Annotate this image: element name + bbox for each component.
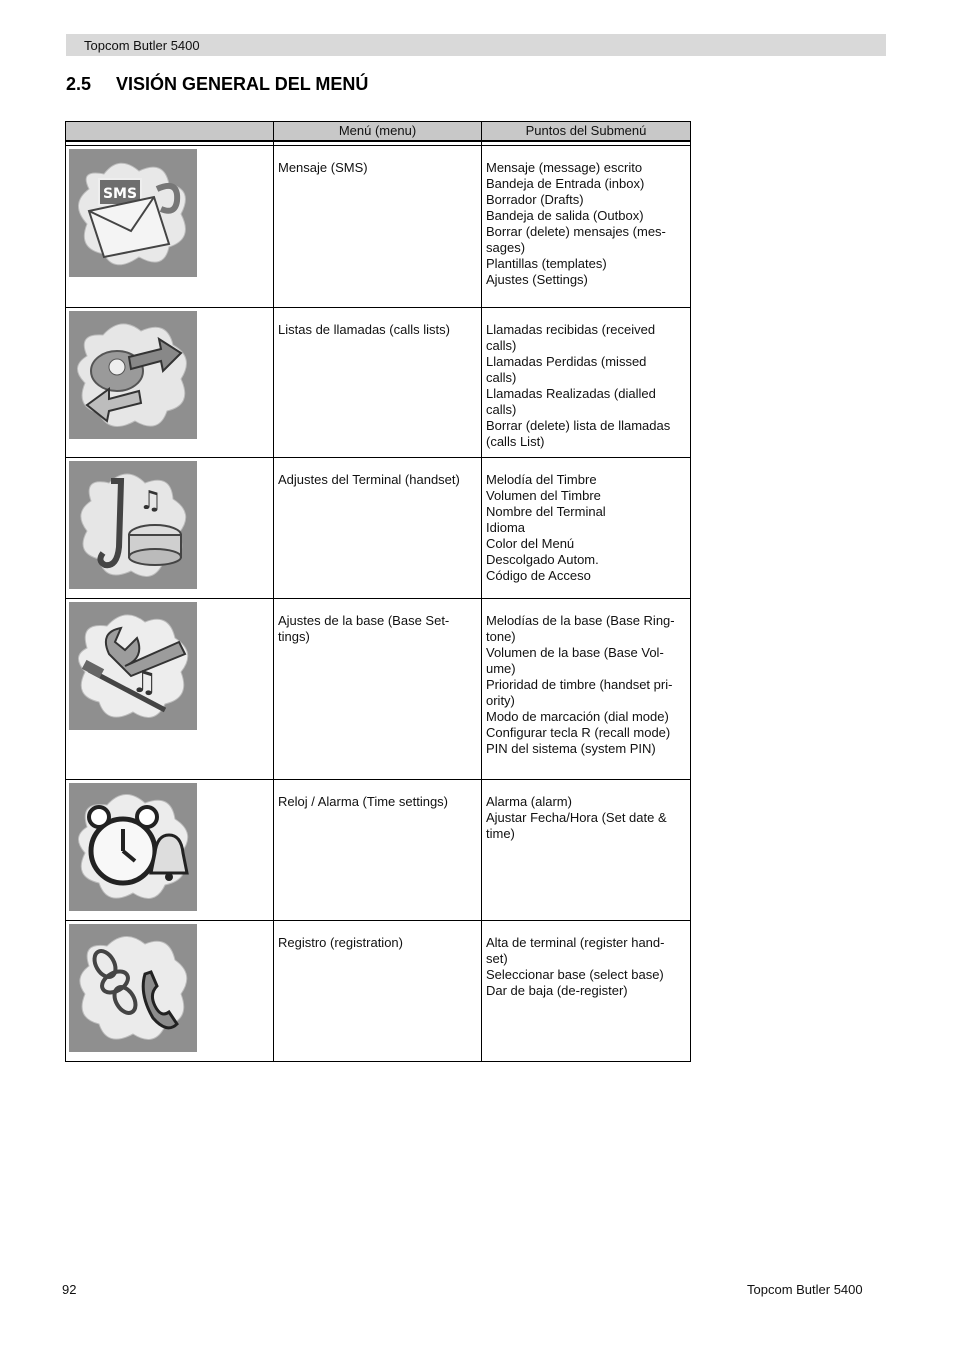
submenu-item: Llamadas recibidas (received — [486, 322, 656, 337]
menu-label: Reloj / Alarma (Time settings) — [274, 780, 482, 921]
submenu-item: (calls List) — [486, 434, 545, 449]
icon-cell — [66, 308, 274, 458]
submenu-item: Llamadas Perdidas (missed — [486, 354, 647, 369]
submenu-list — [482, 146, 691, 308]
submenu-item: ume) — [486, 661, 516, 676]
submenu-item: calls) — [486, 402, 517, 417]
running-header — [66, 34, 886, 56]
table-row — [66, 146, 691, 308]
submenu-item: Borrar (delete) mensajes (mes- — [486, 224, 666, 239]
svg-text:SMS: SMS — [102, 186, 138, 202]
submenu-item: Ajustes (Settings) — [486, 272, 588, 287]
submenu-item: Plantillas (templates) — [486, 256, 607, 271]
submenu-item: Borrar (delete) lista de llamadas — [486, 418, 671, 433]
menu-label: Listas de llamadas (calls lists) — [274, 308, 482, 458]
alarm-clock-bell-icon — [69, 783, 197, 911]
submenu-item: Melodías de la base (Base Ring- — [486, 613, 675, 628]
page-number: 92 — [62, 1282, 77, 1297]
svg-text:♫: ♫ — [139, 486, 163, 516]
sms-envelope-icon — [69, 149, 197, 277]
submenu-list — [482, 458, 691, 599]
submenu-item: Modo de marcación (dial mode) — [486, 709, 669, 724]
section-number: 2.5 — [66, 74, 92, 94]
submenu-item: tone) — [486, 629, 516, 644]
menu-label: Mensaje (SMS) — [274, 146, 482, 308]
menu-label: Adjustes del Terminal (handset) — [274, 458, 482, 599]
header-icon-column — [66, 122, 274, 142]
submenu-item: Borrador (Drafts) — [486, 192, 584, 207]
table-row — [66, 780, 691, 921]
svg-text:♫: ♫ — [131, 665, 158, 700]
submenu-item: Descolgado Autom. — [486, 552, 599, 567]
header-title: Topcom Butler 5400 — [84, 38, 200, 53]
submenu-item: time) — [486, 826, 515, 841]
submenu-item: Volumen de la base (Base Vol- — [486, 645, 664, 660]
submenu-item: calls) — [486, 370, 517, 385]
submenu-item: Color del Menú — [486, 536, 575, 551]
section-heading — [66, 74, 368, 95]
submenu-item: Alarma (alarm) — [486, 794, 572, 809]
submenu-item: sages) — [486, 240, 526, 255]
submenu-item: Bandeja de Entrada (inbox) — [486, 176, 645, 191]
table-header-row — [66, 122, 691, 142]
submenu-item: Alta de terminal (register hand- — [486, 935, 665, 950]
submenu-item: set) — [486, 951, 508, 966]
submenu-item: Bandeja de salida (Outbox) — [486, 208, 644, 223]
menu-label: Ajustes de la base (Base Set-tings) — [274, 599, 482, 780]
submenu-list — [482, 599, 691, 780]
chain-phone-icon — [69, 924, 197, 1052]
submenu-item: PIN del sistema (system PIN) — [486, 741, 656, 756]
submenu-item: Ajustar Fecha/Hora (Set date & — [486, 810, 667, 825]
table-row — [66, 308, 691, 458]
submenu-item: Código de Acceso — [486, 568, 591, 583]
submenu-item: Dar de baja (de-register) — [486, 983, 628, 998]
submenu-item: Configurar tecla R (recall mode) — [486, 725, 671, 740]
icon-cell — [66, 458, 274, 599]
submenu-list — [482, 308, 691, 458]
submenu-item: ority) — [486, 693, 515, 708]
saxophone-drum-icon — [69, 461, 197, 589]
table-row — [66, 599, 691, 780]
header-submenu-column: Puntos del Submenú — [482, 122, 691, 142]
submenu-item: Volumen del Timbre — [486, 488, 601, 503]
table-row — [66, 458, 691, 599]
submenu-item: Melodía del Timbre — [486, 472, 597, 487]
submenu-item: Prioridad de timbre (handset pri- — [486, 677, 673, 692]
header-menu-column: Menú (menu) — [274, 122, 482, 142]
section-title: VISIÓN GENERAL DEL MENÚ — [116, 74, 369, 94]
submenu-item: calls) — [486, 338, 517, 353]
icon-cell — [66, 599, 274, 780]
table-row — [66, 921, 691, 1062]
footer-product: Topcom Butler 5400 — [747, 1282, 863, 1297]
wrench-screwdriver-note-icon — [69, 602, 197, 730]
submenu-list — [482, 921, 691, 1062]
icon-cell — [66, 921, 274, 1062]
submenu-item: Idioma — [486, 520, 526, 535]
menu-overview-table — [65, 121, 691, 1062]
menu-label: Registro (registration) — [274, 921, 482, 1062]
icon-cell — [66, 780, 274, 921]
submenu-item: Nombre del Terminal — [486, 504, 606, 519]
submenu-item: Seleccionar base (select base) — [486, 967, 664, 982]
submenu-list — [482, 780, 691, 921]
submenu-item: Mensaje (message) escrito — [486, 160, 643, 175]
phone-arrows-icon — [69, 311, 197, 439]
icon-cell — [66, 146, 274, 308]
submenu-item: Llamadas Realizadas (dialled — [486, 386, 656, 401]
